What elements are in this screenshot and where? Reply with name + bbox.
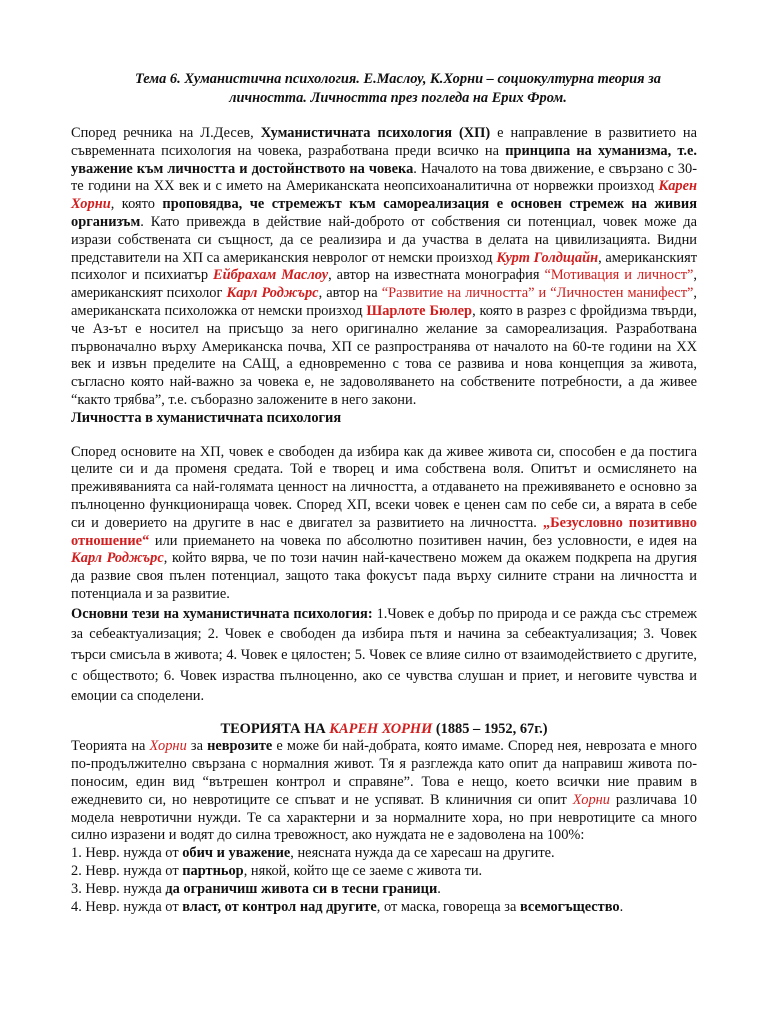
book-title-motivation: “Мотивация и личност” [544,267,694,284]
section-heading-personality: Личността в хуманистичната психология [71,409,342,426]
principle-text: принципа на хуманизма, т.е. уважение към личността и достойнството на човека [71,142,697,177]
document-title [71,70,697,108]
item-suffix: . [437,880,441,897]
neuroses-term: неврозите [207,738,273,755]
text-run: , автор на [318,285,382,302]
text-run: Според речника на Л.Десев, [71,125,261,141]
document-page [71,70,697,916]
item-need: партньор [182,863,244,880]
term-hp: Хуманистичната психология (ХП) [260,125,491,141]
item-need: власт, от контрол над другите [182,898,377,915]
title-line-2: личността. Личността през погледа на Ерих Фром. [229,90,567,106]
name-horney: Хорни [572,791,610,808]
list-item [71,863,697,881]
name-horney: Хорни [149,738,187,755]
heading-years: (1885 – 1952, 67г.) [432,720,548,737]
item-need-2: всемогъщество [519,898,620,915]
intro-paragraph [71,125,697,410]
name-rogers: Карл Роджърс [226,285,319,302]
text-run: , който вярва, че по този начин най-качествено можем да окажем подкрепа на другия да развие своя пълен потенциал, защото така фокусът пада върху силните страни на личността и потенциала и за развитие. [71,550,697,602]
name-goldstein: Курт Голдщайн [496,249,599,266]
text-run: за [186,738,208,755]
text-run: , автор на известната монография [328,267,545,284]
section-heading-horney [71,721,697,739]
item-prefix: 2. Невр. нужда от [71,863,183,880]
item-suffix: , някой, който ще се заеме с живота ти. [243,863,483,880]
name-buhler: Шарлоте Бюлер [366,302,473,319]
name-maslow: Ейбрахам Маслоу [213,267,329,284]
heading-prefix: ТЕОРИЯТА НА [220,720,330,737]
item-prefix: 1. Невр. нужда от [71,845,183,862]
text-run: , американският психолог [71,267,698,302]
text-run: . Като привежда в действие най-доброто от собствения си потенциал, човек може да изрази собствената си същност, да се реализира и да участва в делата на цивилизацията. Видни представители на ХП са американския невролог от немски произход [71,213,697,266]
text-run: е може би най-добрата, която имаме. Според нея, неврозата е много по-продължително свързана с нормалния живот. Тя я разглежда като опит да направиш живота по-поносим, един вид “вътрешен контрол и справяне”. Това е нещо, което всички ние правим в ежедневито си, но невротиците се спъват и не успяват. В клиничния си опит [71,738,697,808]
list-item [71,899,697,917]
personality-paragraph [71,444,697,604]
book-titles-rogers: “Развитие на личността” и “Личностен манифест” [381,285,694,302]
self-realization-text: проповядва, че стремежът към самореализация е основен стремеж на живия организъм [71,196,697,230]
title-line-1: Тема 6. Хуманистична психология. Е.Маслоу, К.Хорни – социокултурна теория за [134,71,661,87]
text-run: Теорията на [71,738,150,755]
item-prefix: 3. Невр. нужда [71,880,166,897]
item-need: обич и уважение [182,845,291,862]
text-run: или приемането на човека по абсолютно позитивен начин, без условности, е идея на [149,532,697,549]
item-suffix-2: . [619,898,624,915]
text-run: , американският психолог и психиатър [71,249,698,284]
unconditional-regard-term: „Безусловно позитивно отношение“ [71,514,697,549]
list-item [71,845,697,863]
item-prefix: 4. Невр. нужда от [71,898,183,915]
name-horney: Карен Хорни [71,178,697,213]
text-run: , американската психоложка от немски произход [71,285,697,319]
item-suffix: , от маска, говореща за [376,898,520,915]
name-rogers: Карл Роджърс [71,550,164,567]
text-run: , която в разрез с фройдизма твърди, че Аз-ът е носител на присъщо за него оригинално желание за самореализация. Разработвана първоначално върху Американска почва, ХП се разпространява от началото на 60-те години на ХХ век и извън пределите на САЩ, а едновременно с това се развива и нова концепция за живота, съгласно която най-важно за човека е, не задоволяването на собствените потребности, а да живее “както трябва”, т.е. съборазно заложените в него закони. [71,302,697,408]
text-run: Според основите на ХП, човек е свободен да избира как да живее живота си, способен е да постига целите си и да променя средата. Той е творец и има собствена воля. Опитът и осмислянето на преживяванията са най-голямата ценност на личността, а отдаването на преживяването е основно за пълноценно функционираща човек. Според ХП, всеки човек е ценен сам по себе си, а вярата в себе си и доверието на другите в нас е двигател за развитието на личността. [71,443,697,531]
item-suffix: , неясната нужда да се харесаш на другите. [290,845,555,862]
text-run: . Началото на това движение, е свързано с 30-те години на ХХ век и с името на Американската неопсихоаналитична от норвежки произход [71,160,697,195]
theses-text: 1.Човек е добър по природа и се ражда със стремеж за себеактуализация; 2. Човек е свободен да избира пътя и начина за себеактуализация; 3. Човек търси смисъла в живота; 4. Човек е цялостен; 5. Човек се влияе силно от взаимодействието с другите, с обществото; 6. Човек израства пълноценно, ако се чувства слушан и приет, и неговите чувства и емоции са споделени. [71,605,697,705]
text-run: , която [110,196,163,213]
theses-label: Основни тези на хуманистичната психология: [71,605,373,622]
heading-name: КАРЕН ХОРНИ [329,720,433,737]
text-run: различава 10 модела невротични нужди. Те са характерни и за нормалните хора, но при невротиците са много силно изразени и водят до силна тревожност, ако нуждата не е задоволена на 100%: [71,791,697,844]
neurosis-paragraph [71,738,697,845]
text-run: е направление в развитието на съвременната психология на човека, разработвана преди всичко на [71,125,697,159]
theses-paragraph [71,604,697,707]
item-need: да ограничиш живота си в тесни граници [165,880,438,897]
list-item [71,881,697,899]
